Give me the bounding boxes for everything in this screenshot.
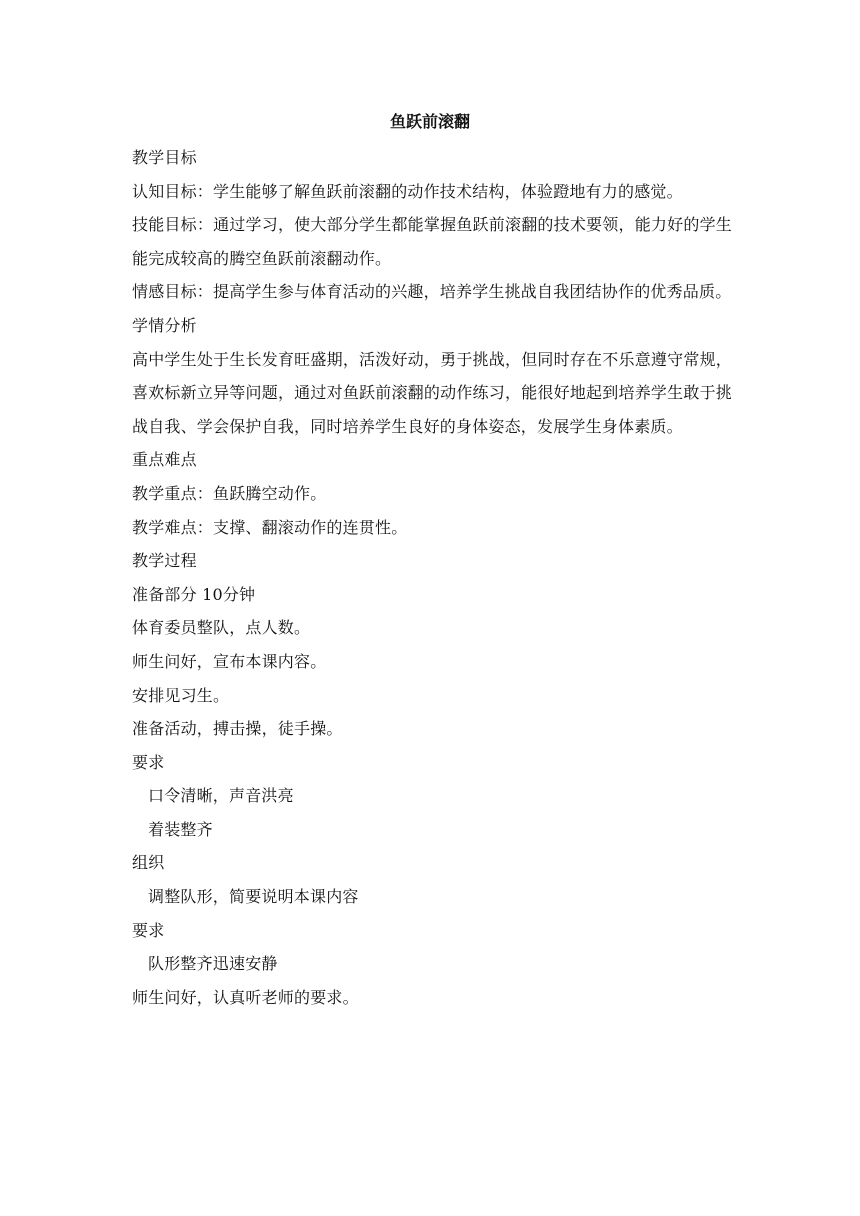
section-heading-key-points: 重点难点	[132, 450, 197, 470]
paragraph-skill-objective: 技能目标：通过学习，使大部分学生都能掌握鱼跃前滚翻的技术要领，能力好的学生能完成较高的腾空鱼跃前滚翻动作。	[132, 215, 732, 268]
paragraph-key-point: 教学重点：鱼跃腾空动作。	[132, 483, 327, 503]
list-item-greeting: 师生问好，宣布本课内容。	[132, 651, 327, 671]
list-item-warmup: 准备活动，搏击操，徒手操。	[132, 719, 343, 739]
list-item-roll-call: 体育委员整队，点人数。	[132, 618, 311, 638]
list-item-requirement: 着装整齐	[148, 819, 213, 839]
section-heading-process: 教学过程	[132, 551, 197, 571]
paragraph-cognitive-objective: 认知目标：学生能够了解鱼跃前滚翻的动作技术结构，体验蹬地有力的感觉。	[132, 181, 683, 201]
paragraph-closing: 师生问好，认真听老师的要求。	[132, 987, 359, 1007]
paragraph-difficulty: 教学难点：支撑、翻滚动作的连贯性。	[132, 517, 408, 537]
section-heading-objectives: 教学目标	[132, 148, 197, 167]
document-title: 鱼跃前滚翻	[389, 112, 470, 131]
label-requirements: 要求	[132, 920, 165, 940]
document-body	[132, 141, 732, 1014]
section-heading-analysis: 学情分析	[132, 315, 197, 335]
list-item-observers: 安排见习生。	[132, 685, 230, 705]
label-organization: 组织	[132, 853, 165, 873]
label-requirements: 要求	[132, 752, 165, 772]
paragraph-affective-objective: 情感目标：提高学生参与体育活动的兴趣，培养学生挑战自我团结协作的优秀品质。	[132, 282, 732, 302]
list-item-organization: 调整队形，简要说明本课内容	[148, 887, 359, 907]
paragraph-prep-part: 准备部分 10分钟	[132, 584, 256, 604]
list-item-requirement: 队形整齐迅速安静	[148, 954, 278, 974]
list-item-requirement: 口令清晰，声音洪亮	[148, 786, 294, 806]
paragraph-student-analysis: 高中学生处于生长发育旺盛期，活泼好动，勇于挑战，但同时存在不乐意遵守常规，喜欢标新立异等问题，通过对鱼跃前滚翻的动作练习，能很好地起到培养学生敢于挑战自我、学会保护自我，同时培养学生良好的身体姿态，发展学生身体素质。	[132, 349, 732, 436]
